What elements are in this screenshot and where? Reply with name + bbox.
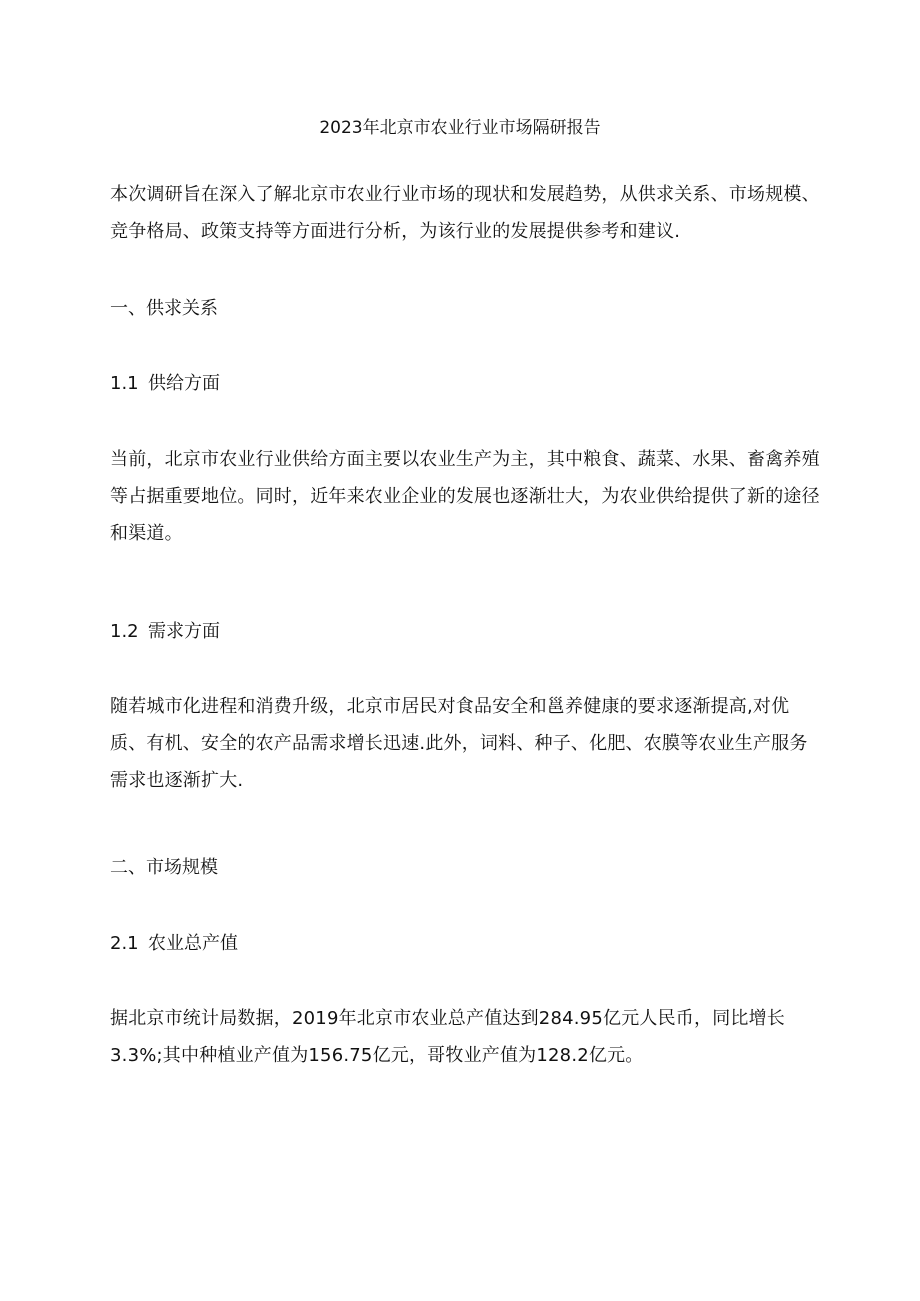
subsection-number: 2.1	[110, 933, 139, 954]
document-title: 2023年北京市农业行业市场隔研报告	[319, 118, 601, 138]
subsection-title: 农业总产值	[148, 933, 238, 954]
subsection-heading-supply	[110, 371, 220, 397]
supply-paragraph: 当前，北京市农业行业供给方面主要以农业生产为主，其中粮食、蔬菜、水果、畜禽养殖等占据重要地位。同时，近年来农业企业的发展也逐渐壮大，为农业供给提供了新的途径和渠道。	[110, 449, 820, 544]
intro-paragraph: 本次调研旨在深入了解北京市农业行业市场的现状和发展趋势，从供求关系、市场规模、竞争格局、政策支持等方面进行分析，为该行业的发展提供参考和建议.	[110, 184, 820, 242]
subsection-title: 供给方面	[148, 373, 220, 394]
demand-paragraph: 随若城市化进程和消费升级，北京市居民对食品安全和邕养健康的要求逐渐提高,对优质、有机、安全的农产品需求增长迅速.此外，词料、种子、化肥、农膜等农业生产服务需求也逐渐扩大.	[110, 696, 808, 791]
subsection-heading-total-output	[110, 931, 238, 957]
total-output-paragraph: 据北京市统计局数据，2019年北京市农业总产值达到284.95亿元人民币，同比增长3.3%;其中种植业产值为156.75亿元，哥牧业产值为128.2亿元。	[110, 1008, 785, 1066]
section-heading-supply-demand: 一、供求关系	[110, 298, 218, 319]
subsection-heading-demand	[110, 619, 220, 645]
subsection-number: 1.2	[110, 621, 139, 642]
subsection-title: 需求方面	[148, 621, 220, 642]
subsection-number: 1.1	[110, 373, 139, 394]
section-heading-market-size: 二、市场规模	[110, 857, 218, 878]
